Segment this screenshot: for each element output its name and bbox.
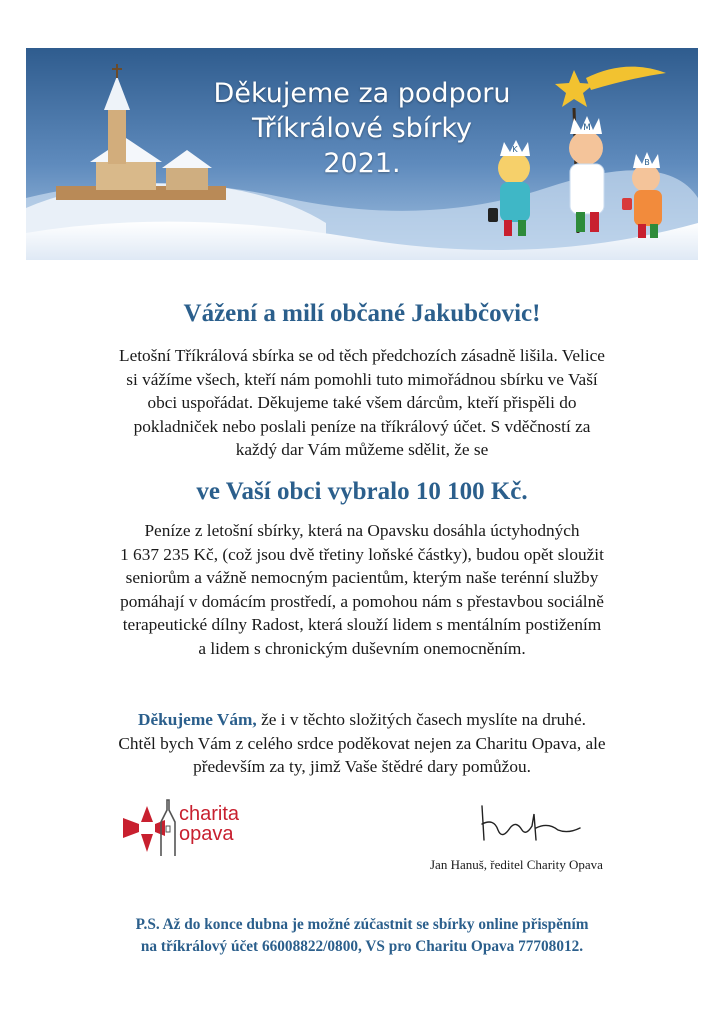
banner-title xyxy=(26,76,698,181)
thanks-line-1 xyxy=(0,708,724,732)
charita-opava-logo xyxy=(117,796,257,866)
intro-line-3: obci uspořádat. Děkujeme také všem dárcům, kteří přispěli do xyxy=(147,393,577,412)
usage-paragraph xyxy=(0,519,724,660)
logo-text-opava: opava xyxy=(179,823,234,845)
thanks-paragraph xyxy=(0,708,724,779)
thanks-line-1-rest: že i v těchto složitých časech myslíte na druhé. xyxy=(256,710,586,729)
usage-line-5: terapeutické dílny Radost, která slouží lidem s mentálním postižením xyxy=(122,615,602,634)
logo-text-charita: charita xyxy=(179,803,240,825)
banner-title-line-2: Tříkrálové sbírky xyxy=(251,113,473,144)
crown-letter-m: M xyxy=(583,123,591,133)
banner-title-line-1: Děkujeme za podporu xyxy=(213,78,511,109)
intro-line-4: pokladniček nebo poslali peníze na tříkrálový účet. S vděčností za xyxy=(133,416,591,436)
thanks-lead: Děkujeme Vám, xyxy=(138,710,257,729)
ps-line-1: P.S. Až do konce dubna je možné zúčastnit se sbírky online přispěním xyxy=(135,916,589,933)
intro-line-2: si vážíme všech, kteří nám pomohli tuto mimořádnou sbírku ve Vaší xyxy=(126,369,598,389)
usage-line-2: 1 637 235 Kč, (což jsou dvě třetiny loňské částky), budou opět sloužit xyxy=(120,544,604,564)
usage-line-1: Peníze z letošní sbírky, která na Opavsku dosáhla úctyhodných xyxy=(144,521,580,540)
usage-line-6: a lidem s chronickým duševním onemocněním. xyxy=(198,638,526,658)
charita-cross-icon xyxy=(117,796,177,866)
ps-line-2: na tříkrálový účet 66008822/0800, VS pro Charitu Opava 77708012. xyxy=(140,938,584,955)
crown-letter-b: B xyxy=(644,158,650,167)
thanks-line-2: Chtěl bych Vám z celého srdce poděkovat nejen za Charitu Opava, ale xyxy=(118,733,606,753)
postscript xyxy=(0,914,724,958)
crown-letter-k: K xyxy=(512,145,518,154)
usage-line-3: seniorům a vážně nemocným pacientům, kterým naše terénní služby xyxy=(125,568,599,587)
banner-title-line-3: 2021. xyxy=(323,148,401,179)
handwritten-signature xyxy=(476,800,586,848)
intro-line-1: Letošní Tříkrálová sbírka se od těch předchozích zásadně lišila. Velice xyxy=(119,346,605,365)
intro-line-5: každý dar Vám můžeme sdělit, že se xyxy=(235,440,489,459)
thanks-line-3: především za ty, jimž Vaše štědré dary pomůžou. xyxy=(193,757,531,776)
greeting-heading: Vážení a milí občané Jakubčovic! xyxy=(183,300,541,327)
header-banner xyxy=(26,48,698,260)
signer-name: Jan Hanuš, ředitel Charity Opava xyxy=(430,857,603,872)
usage-line-4: pomáhají v domácím prostředí, a pomohou nám s přestavbou sociálně xyxy=(120,591,604,611)
intro-paragraph xyxy=(0,344,724,462)
amount-heading: ve Vaší obci vybralo 10 100 Kč. xyxy=(196,478,528,505)
charita-logo-text xyxy=(179,804,239,844)
